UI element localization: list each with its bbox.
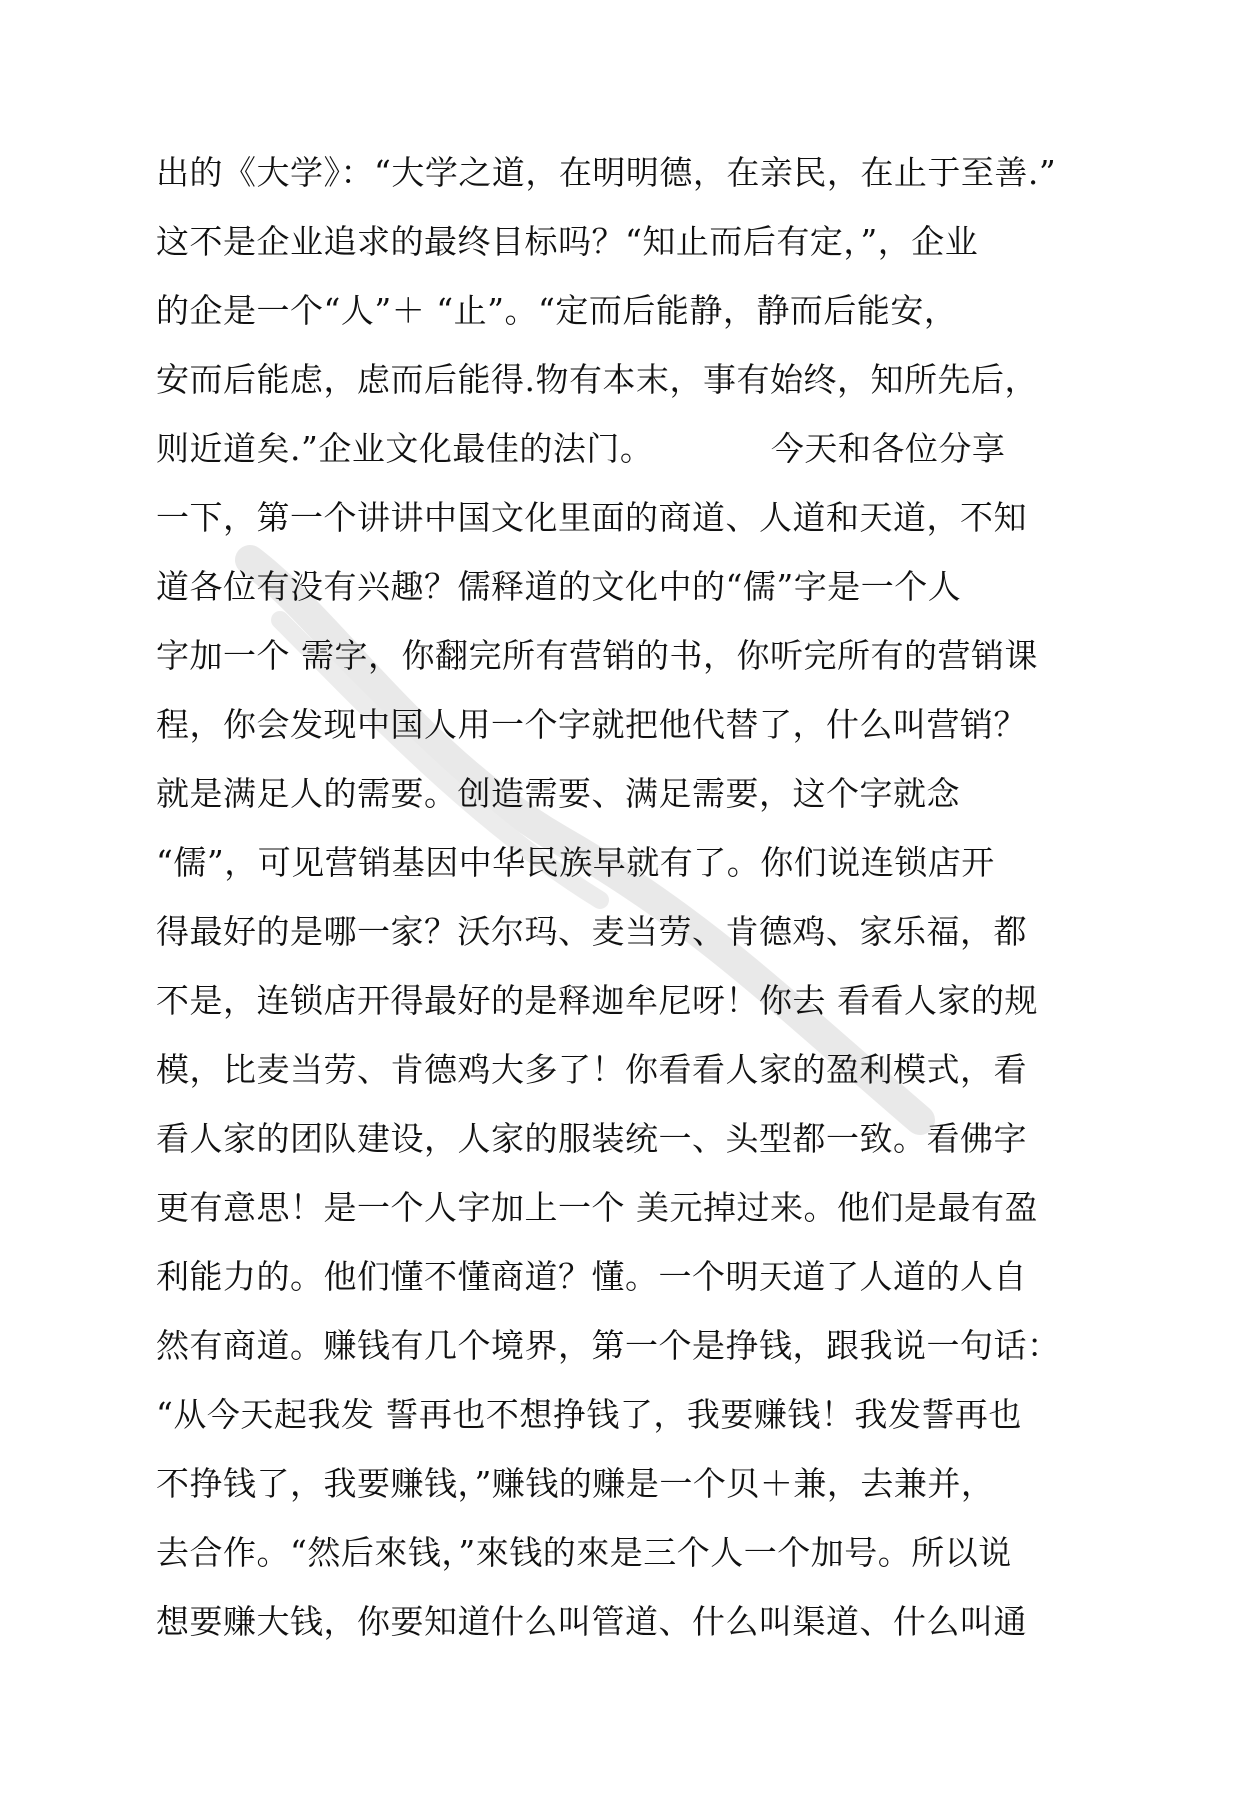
text-line-17: 利能力的。他们懂不懂商道？懂。一个明天道了人道的人自 xyxy=(156,1257,1027,1296)
text-line-1: 出的《大学》：“大学之道，在明明德，在亲民，在止于至善.” xyxy=(156,153,1057,192)
text-line-12: 得最好的是哪一家？沃尔玛、麦当劳、肯德鸡、家乐福，都 xyxy=(156,912,1027,951)
text-line-19: “从今天起我发 誓再也不想挣钱了，我要赚钱！我发誓再也 xyxy=(156,1395,1022,1434)
text-line-4: 安而后能虑，虑而后能得.物有本末，事有始终，知所先后， xyxy=(156,360,1038,399)
text-line-20: 不挣钱了，我要赚钱，”赚钱的赚是一个贝＋兼，去兼并， xyxy=(156,1464,995,1503)
text-line-3: 的企是一个“人”＋ “止”。“定而后能静，静而后能安， xyxy=(156,291,958,330)
text-line-5: 则近道矣.”企业文化最佳的法门。 今天和各位分享 xyxy=(156,429,1006,468)
text-line-10: 就是满足人的需要。创造需要、满足需要，这个字就念 xyxy=(156,774,960,813)
text-line-18: 然有商道。赚钱有几个境界，第一个是挣钱，跟我说一句话： xyxy=(156,1326,1061,1365)
text-line-8: 字加一个 需字，你翻完所有营销的书，你听完所有的营销课 xyxy=(156,636,1038,675)
text-line-21: 去合作。“然后來钱，”來钱的來是三个人一个加号。所以说 xyxy=(156,1533,1012,1572)
text-line-6: 一下，第一个讲讲中国文化里面的商道、人道和天道，不知 xyxy=(156,498,1027,537)
text-line-11: “儒”，可见营销基因中华民族早就有了。你们说连锁店开 xyxy=(156,843,995,882)
body-text xyxy=(156,138,1074,1656)
text-line-22: 想要赚大钱，你要知道什么叫管道、什么叫渠道、什么叫通 xyxy=(156,1602,1027,1641)
text-line-7: 道各位有没有兴趣？儒释道的文化中的“儒”字是一个人 xyxy=(156,567,962,606)
text-line-13: 不是，连锁店开得最好的是释迦牟尼呀！你去 看看人家的规 xyxy=(156,981,1038,1020)
text-line-9: 程，你会发现中国人用一个字就把他代替了，什么叫营销？ xyxy=(156,705,1027,744)
text-line-15: 看人家的团队建设，人家的服装统一、头型都一致。看佛字 xyxy=(156,1119,1027,1158)
text-line-16: 更有意思！是一个人字加上一个 美元掉过来。他们是最有盈 xyxy=(156,1188,1038,1227)
text-line-2: 这不是企业追求的最终目标吗？“知止而后有定，”，企业 xyxy=(156,222,979,261)
text-line-14: 模，比麦当劳、肯德鸡大多了！你看看人家的盈利模式，看 xyxy=(156,1050,1027,1089)
